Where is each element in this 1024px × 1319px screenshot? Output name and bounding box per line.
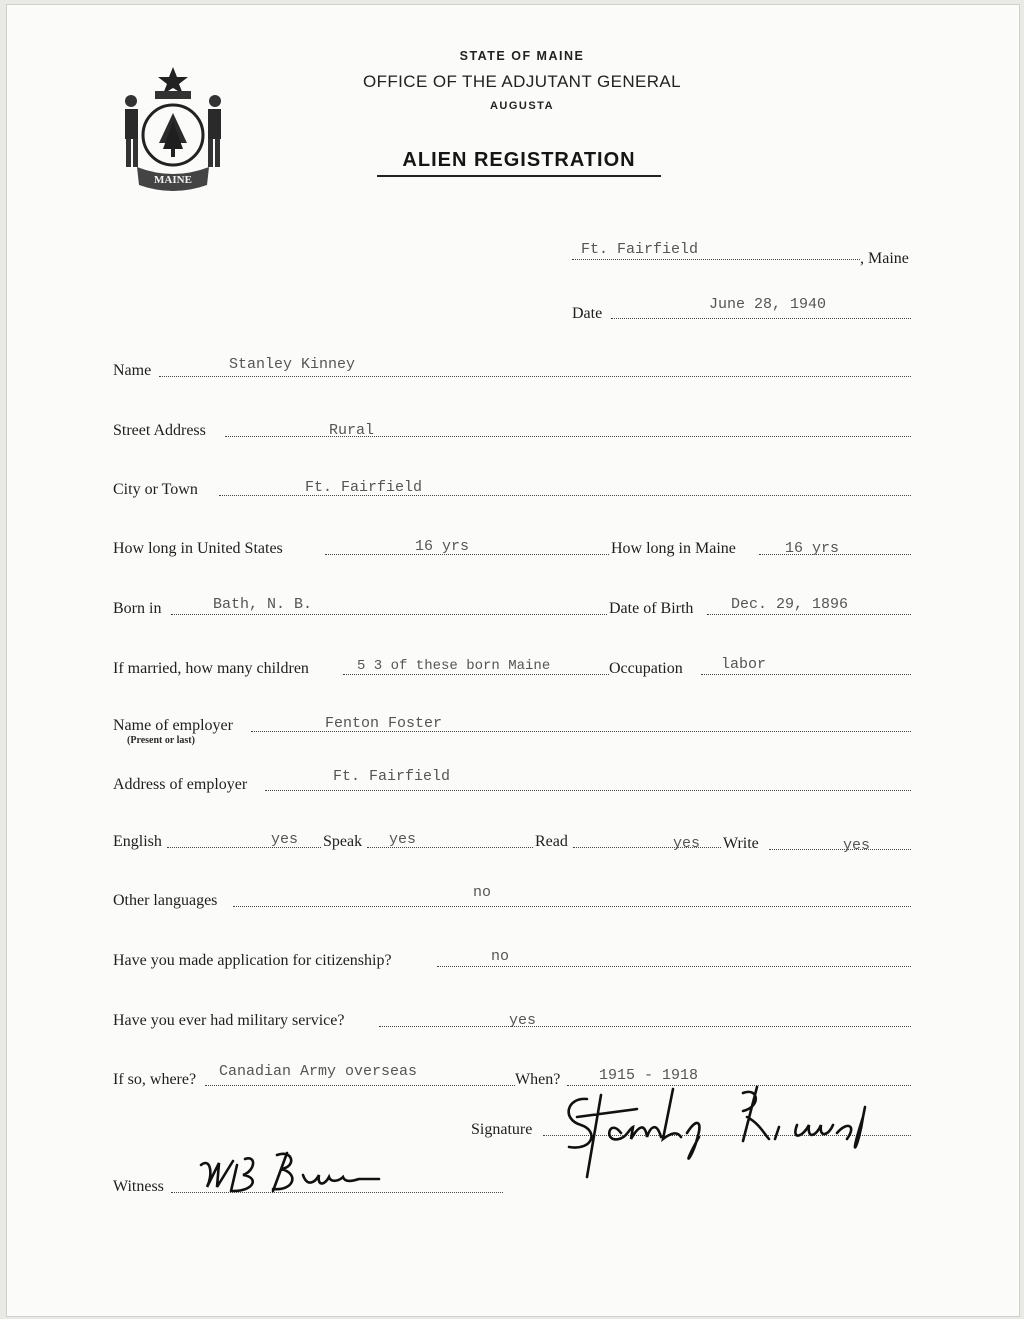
employer-label: Name of employer xyxy=(113,717,233,734)
where-label: If so, where? xyxy=(113,1071,197,1088)
children-value: 5 3 of these born Maine xyxy=(357,658,551,674)
name-value: Stanley Kinney xyxy=(229,356,356,373)
signature-label: Signature xyxy=(471,1121,533,1138)
employer-sublabel: (Present or last) xyxy=(127,735,195,746)
date-dots xyxy=(611,318,911,319)
date-value: June 28, 1940 xyxy=(709,296,827,313)
occupation-label: Occupation xyxy=(609,660,683,677)
employer-address-label: Address of employer xyxy=(113,776,248,793)
read-value: yes xyxy=(673,835,701,852)
maine-duration-value: 16 yrs xyxy=(785,540,840,557)
place-value: Ft. Fairfield xyxy=(581,241,699,258)
read-label: Read xyxy=(535,833,568,850)
employer-address-dots xyxy=(265,790,911,791)
dob-value: Dec. 29, 1896 xyxy=(731,596,849,613)
registration-form xyxy=(6,4,1020,1317)
where-dots xyxy=(205,1085,515,1086)
dob-dots xyxy=(707,614,911,615)
seal-banner-text: MAINE xyxy=(154,174,192,186)
when-label: When? xyxy=(515,1071,561,1088)
us-duration-label: How long in United States xyxy=(113,540,283,557)
witness-label: Witness xyxy=(113,1178,164,1195)
where-value: Canadian Army overseas xyxy=(219,1063,418,1080)
born-in-dots xyxy=(171,614,607,615)
citizenship-label: Have you made application for citizenship? xyxy=(113,952,392,969)
date-label: Date xyxy=(572,305,603,322)
state-seal-icon xyxy=(117,63,229,191)
other-languages-dots xyxy=(233,906,911,907)
office-heading: OFFICE OF THE ADJUTANT GENERAL xyxy=(362,72,682,91)
city-label: City or Town xyxy=(113,481,198,498)
occupation-value: labor xyxy=(721,656,767,673)
applicant-signature xyxy=(547,1077,907,1187)
born-in-value: Bath, N. B. xyxy=(213,596,313,613)
street-dots xyxy=(225,436,911,437)
employer-value: Fenton Foster xyxy=(325,715,443,732)
speak-value: yes xyxy=(389,831,417,848)
dob-label: Date of Birth xyxy=(609,600,694,617)
children-label: If married, how many children xyxy=(113,660,309,677)
write-value: yes xyxy=(843,837,871,854)
state-heading: STATE OF MAINE xyxy=(459,49,585,63)
write-dots xyxy=(769,849,911,850)
citizenship-dots xyxy=(437,966,911,967)
street-value: Rural xyxy=(329,422,375,439)
witness-signature xyxy=(193,1135,393,1205)
military-label: Have you ever had military service? xyxy=(113,1012,345,1029)
us-duration-value: 16 yrs xyxy=(415,538,470,555)
form-title: ALIEN REGISTRATION xyxy=(402,149,636,171)
name-dots xyxy=(159,376,911,377)
write-label: Write xyxy=(723,835,759,852)
employer-address-value: Ft. Fairfield xyxy=(333,768,451,785)
maine-duration-label: How long in Maine xyxy=(611,540,736,557)
when-value: 1915 - 1918 xyxy=(599,1067,699,1084)
occupation-dots xyxy=(701,674,911,675)
english-label: English xyxy=(113,833,162,850)
military-dots xyxy=(379,1026,911,1027)
title-underline xyxy=(377,175,661,177)
children-dots xyxy=(343,674,609,675)
place-dots xyxy=(572,259,860,260)
name-label: Name xyxy=(113,362,152,379)
military-value: yes xyxy=(509,1012,537,1029)
born-in-label: Born in xyxy=(113,600,162,617)
city-heading: AUGUSTA xyxy=(489,100,555,112)
speak-label: Speak xyxy=(323,833,363,850)
english-value: yes xyxy=(271,831,299,848)
street-label: Street Address xyxy=(113,422,206,439)
other-languages-label: Other languages xyxy=(113,892,218,909)
place-suffix: , Maine xyxy=(860,250,909,267)
other-languages-value: no xyxy=(473,884,492,901)
city-value: Ft. Fairfield xyxy=(305,479,423,496)
citizenship-value: no xyxy=(491,948,510,965)
